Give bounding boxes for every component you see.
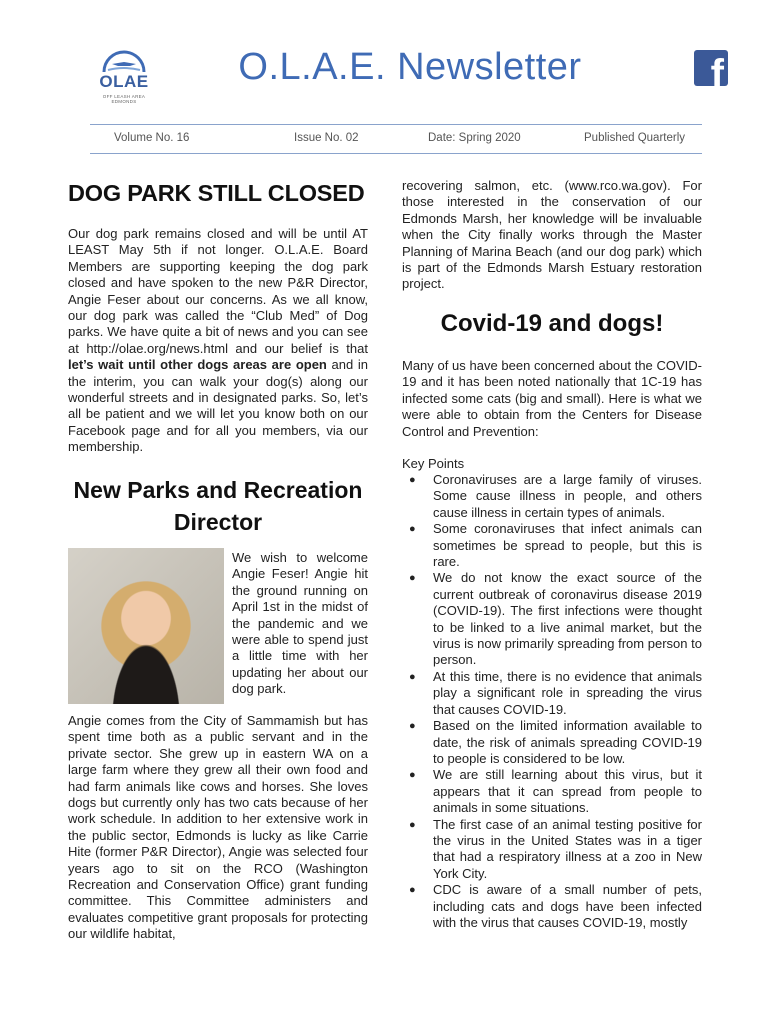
key-point-text: Coronaviruses are a large family of viruses. Some cause illness in people, and others cause illness in certain types of animals. [433,472,702,520]
logo-subtext: OFF LEASH AREA EDMONDS [102,94,146,104]
director-bio-continued: recovering salmon, etc. (www.rco.wa.gov). For those interested in the conservation of our Edmonds Marsh, her knowledge will be invaluable when the City finally works through the Master Planning of Marina Beach (and our dog park) which is part of the Edmonds Marsh Estuary restoration project. [402,178,702,292]
issue-info-bar [90,124,702,154]
olae-logo [90,42,158,104]
bullet-icon: ● [409,572,416,585]
list-item [402,817,702,883]
key-points-label: Key Points [402,456,465,471]
issue-date: Date: Spring 2020 [428,132,521,144]
newsletter-title: O.L.A.E. Newsletter [238,46,582,88]
covid-intro-paragraph: Many of us have been concerned about the COVID-19 and it has been noted nationally that 1C-19 has infected some cats (big and small). Here is what we were able to obtain from the Centers for Disease Control and Prevention: [402,358,702,439]
covid-heading: Covid-19 and dogs! [440,310,664,337]
logo-text: OLAE [99,72,149,91]
dog-park-heading: DOG PARK STILL CLOSED [68,180,365,206]
dog-park-bold-text: let’s wait until other dogs areas are open [68,357,327,373]
list-item [402,718,702,767]
bullet-icon: ● [409,818,416,831]
issue-number: Issue No. 02 [294,132,359,144]
bullet-icon: ● [409,474,416,486]
publish-frequency: Published Quarterly [584,132,685,144]
list-item [402,570,702,668]
welcome-paragraph: We wish to welcome Angie Feser! Angie hit the ground running on April 1st in the midst of the pandemic and we were able to spend just a little time with her updating her about our dog park. [232,550,368,697]
dog-park-text-b: and in the interim, you can walk your dog(s) along our wonderful streets and in designated parks. So, let’s all be patient and we will let you know both on our Facebook page and for all you members, via our membership. [68,357,368,455]
key-points-list [402,472,702,931]
volume-number: Volume No. 16 [114,132,190,144]
bullet-icon: ● [409,523,416,536]
facebook-glyph: f [710,52,724,86]
dog-park-paragraph [68,226,368,456]
list-item [402,882,702,931]
list-item [402,669,702,718]
key-point-text: CDC is aware of a small number of pets, including cats and dogs have been infected with the virus that causes COVID-19, mostly [433,882,702,930]
bullet-icon: ● [409,884,416,897]
bullet-icon: ● [409,720,416,733]
director-bio-paragraph: Angie comes from the City of Sammamish but has spent time both as a public servant and in the private sector. She grew up in eastern WA on a large farm where they grew all their own food and had farm animals like cows and horses. She loves dogs but currently only has two cats because of her work schedule. In addition to her extensive work in the public sector, Edmonds is lucky as like Carrie Hite (former P&R Director), Angie was selected four years ago to sit on the RCO (Washington Recreation and Conservation Office) grant funding committee. This Committee administers and evaluates competitive grant proposals for protecting our wildlife habitat, [68,713,368,942]
key-point-text: We do not know the exact source of the current outbreak of coronavirus disease 2019 (COVID-19). The first infections were thought to be linked to a live animal market, but the virus is now primarily spreading from person to person. [433,570,702,668]
list-item [402,521,702,570]
bullet-icon: ● [409,769,416,782]
key-point-text: Some coronaviruses that infect animals can sometimes be spread to people, but this is rare. [433,521,702,570]
facebook-icon[interactable] [694,50,728,86]
logo-emblem-icon [90,42,158,76]
director-photo [68,548,224,704]
dog-park-text-a: Our dog park remains closed and will be until AT LEAST May 5th if not longer. O.L.A.E. Board Members are supporting keeping the dog park closed and have spoken to the new P&R Director, Angie Feser about our concerns. As we all know, our dog park was called the “Club Med” of Dog parks. We have quite a bit of news and you can see at http://olae.org/news.html and our belief is that [68,226,368,356]
list-item [402,767,702,816]
key-point-text: At this time, there is no evidence that animals play a significant role in spreading the virus that causes COVID-19. [433,668,702,717]
key-point-text: We are still learning about this virus, but it appears that it can spread from people to animals in some situations. [433,767,702,816]
list-item [402,472,702,521]
key-point-text: The first case of an animal testing positive for the virus in the United States was in a tiger that had a respiratory illness at a zoo in New York City. [433,816,702,881]
new-director-heading: New Parks and Recreation Director [73,477,363,535]
bullet-icon: ● [409,670,416,683]
key-point-text: Based on the limited information available to date, the risk of animals spreading COVID-19 to people is considered to be low. [433,718,702,766]
